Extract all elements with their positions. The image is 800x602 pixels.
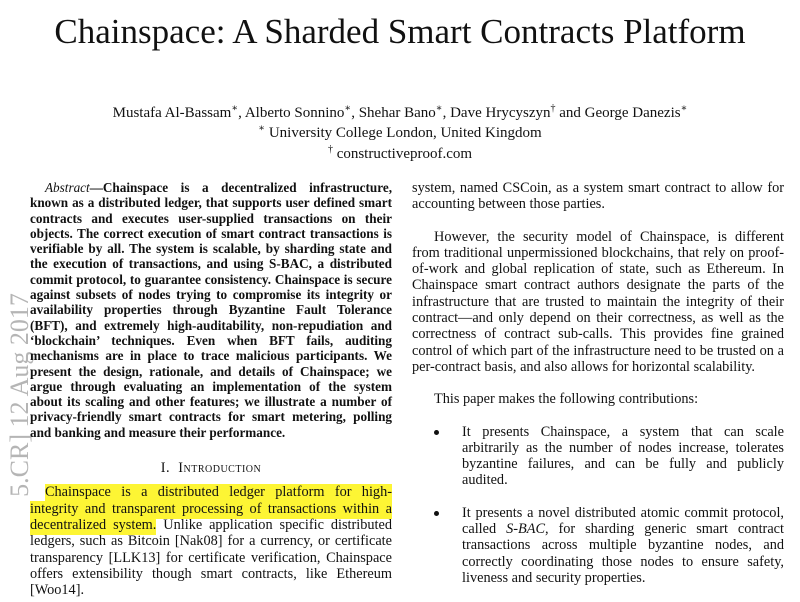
introduction-paragraph: Chainspace is a distributed ledger platform for high-integrity and transparent processing of transactions within a decentralized system. Unlike application specific distributed ledgers, such as Bitcoin [Nak08] for a currency, or certificate transparency [LLK13] for certificate verification, Chainspace offers extensibility though smart contracts, like Ethereum [Woo14]. xyxy=(30,484,393,599)
section-heading: I. Introduction xyxy=(160,460,262,477)
abstract-label: Abstract xyxy=(45,180,90,195)
affiliation: ∗ University College London, United Kingdom xyxy=(258,123,542,141)
bullet-icon xyxy=(434,511,439,516)
abstract-text: —Chainspace is a decentralized infrastructure, known as a distributed ledger, that supports user defined smart contracts and executes user-supplied transactions on their objects. The correct execution of smart contract transactions is verifiable by all. The system is scalable, by sharding state and the execution of transactions, and using S-BAC, a distributed commit protocol, to guarantee consistency. Chainspace is secure against subsets of nodes trying to compromise its integrity or availability properties through Byzantine Fault Tolerance (BFT), and extremely high-auditability, non-repudiation and ‘blockchain’ techniques. Even when BFT fails, auditing mechanisms are in place to trace malicious participants. We present the design, rationale, and details of Chainspace; we argue through evaluating an implementation of the system about its scaling and other features; we illustrate a number of privacy-friendly smart contracts for smart metering, polling and banking and measure their performance. xyxy=(30,180,392,440)
paper-title: Chainspace: A Sharded Smart Contracts Platform xyxy=(54,12,746,51)
highlighted-text[interactable]: Chainspace is a distributed ledger platform for high-integrity and transparent processing of transactions within a decentralized system. xyxy=(30,484,392,533)
continuation-paragraph: system, named CSCoin, as a system smart contract to allow for accounting between those parties. xyxy=(412,180,784,213)
abstract xyxy=(30,180,392,440)
contribution-list xyxy=(412,424,784,587)
author: Alberto Sonnino∗, xyxy=(244,103,359,121)
paragraph: However, the security model of Chainspace, is different from traditional unpermissioned blockchains, that rely on proof-of-work and global replication of state, such as Ethereum. In Chainspace smart contract authors designate the parts of the infrastructure that are trusted to maintain the integrity of their contract—and only depend on their correctness, as well as the correctness of contract sub-calls. This provides fine grained control of which part of the infrastructure need to be trusted on a per-contract basis, and also allows for horizontal scalability. xyxy=(412,228,784,375)
contribution-item: It presents Chainspace, a system that can scale arbitrarily as the number of nodes increase, tolerates byzantine failures, and can be fully and publicly audited. xyxy=(412,424,784,489)
affiliation: † constructiveproof.com xyxy=(327,144,473,162)
author: George Danezis∗ xyxy=(584,103,688,121)
author: Mustafa Al-Bassam∗, xyxy=(112,103,245,121)
bullet-icon xyxy=(434,430,439,435)
author: Dave Hrycyszyn† and xyxy=(450,103,585,121)
paragraph: This paper makes the following contributions: xyxy=(434,391,699,408)
author: Shehar Bano∗, xyxy=(358,103,451,121)
arxiv-stamp: 5.CR] 12 Aug 2017 xyxy=(5,293,34,497)
author-list xyxy=(0,104,800,123)
right-column xyxy=(412,180,784,602)
contribution-item: It presents a novel distributed atomic commit protocol, called S-BAC, for sharding generic smart contract transactions across multiple byzantine nodes, and correctly coordinating those nodes to ensure safety, liveness and security properties. xyxy=(412,505,784,586)
left-column xyxy=(30,180,392,598)
